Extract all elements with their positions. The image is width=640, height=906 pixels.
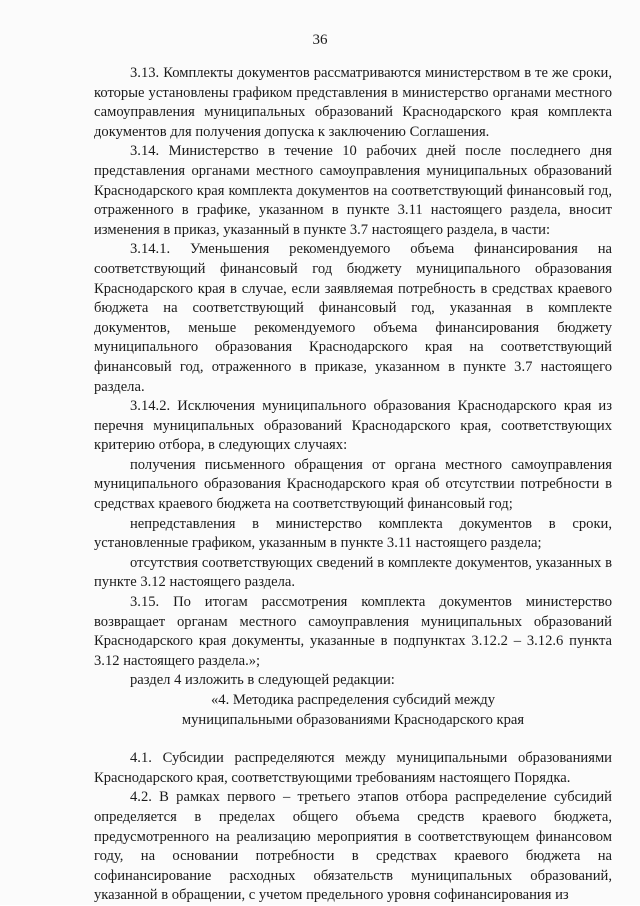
paragraph-4-1: 4.1. Субсидии распределяются между муниципальными образованиями Краснодарского края, соответствующими требованиям настоящего Порядка. (94, 750, 612, 786)
case-not-submitted: непредставления в министерство комплекта документов в сроки, установленные графиком, указанным в пункте 3.11 настоящего раздела; (94, 515, 612, 552)
page-number: 36 (312, 32, 328, 48)
paragraph-3-14: 3.14. Министерство в течение 10 рабочих дней после последнего дня представления органами местного самоуправления муниципальных образований Краснодарского края комплекта документов на соответствующий финансовый год, отраженного в графике, указанном в пункте 3.11 настоящего раздела, вносит изменения в приказ, указанный в пункте 3.7 настоящего раздела, в части: (94, 143, 612, 238)
paragraph-3-14-1: 3.14.1. Уменьшения рекомендуемого объема финансирования на соответствующий финансовый год бюджету муниципального образования Краснодарского края в случае, если заявляемая потребность в средствах краевого бюджета на соответствующий финансовый год, указанная в комплекте документов, меньше рекомендуемого объема финансирования бюджету муниципального образования Краснодарского края на соответствующий финансовый год, отраженного в приказе, указанном в пункте 3.7 настоящего раздела. (94, 241, 612, 395)
case-missing-info: отсутствия соответствующих сведений в комплекте документов, указанных в пункте 3.12 настоящего раздела. (94, 554, 612, 591)
document-body (94, 64, 612, 906)
section-4-heading-line1: «4. Методика распределения субсидий между (210, 692, 496, 708)
paragraph-3-14-2: 3.14.2. Исключения муниципального образования Краснодарского края из перечня муниципальных образований Краснодарского края, соответствующих критерию отбора, в следующих случаях: (94, 398, 612, 454)
paragraph-3-15: 3.15. По итогам рассмотрения комплекта документов министерство возвращает органам местного самоуправления муниципальных образований Краснодарского края документы, указанные в подпунктах 3.12.2 – 3.12.6 пункта 3.12 настоящего раздела.»; (94, 594, 612, 669)
case-no-need: получения письменного обращения от органа местного самоуправления муниципального образования Краснодарского края об отсутствии потребности в средствах краевого бюджета на соответствующий финансовый год; (94, 456, 612, 513)
paragraph-4-2: 4.2. В рамках первого – третьего этапов отбора распределение субсидий определяется в пределах общего объема средств краевого бюджета, предусмотренного на реализацию мероприятия в соответствующем финансовом году, на основании потребности в средствах краевого бюджета на софинансирование расходных обязательств муниципальных образований, указанной в обращении, с учетом предельного уровня софинансирования из (94, 789, 612, 904)
paragraph-3-13: 3.13. Комплекты документов рассматриваются министерством в те же сроки, которые установлены графиком представления в министерство органами местного самоуправления муниципальных образований Краснодарского края комплекта документов для получения допуска к заключению Соглашения. (94, 65, 612, 140)
blank-line (94, 730, 612, 749)
section-4-intro: раздел 4 изложить в следующей редакции: (130, 672, 395, 689)
section-4-heading-line2: муниципальными образованиями Краснодарского края (181, 711, 525, 728)
